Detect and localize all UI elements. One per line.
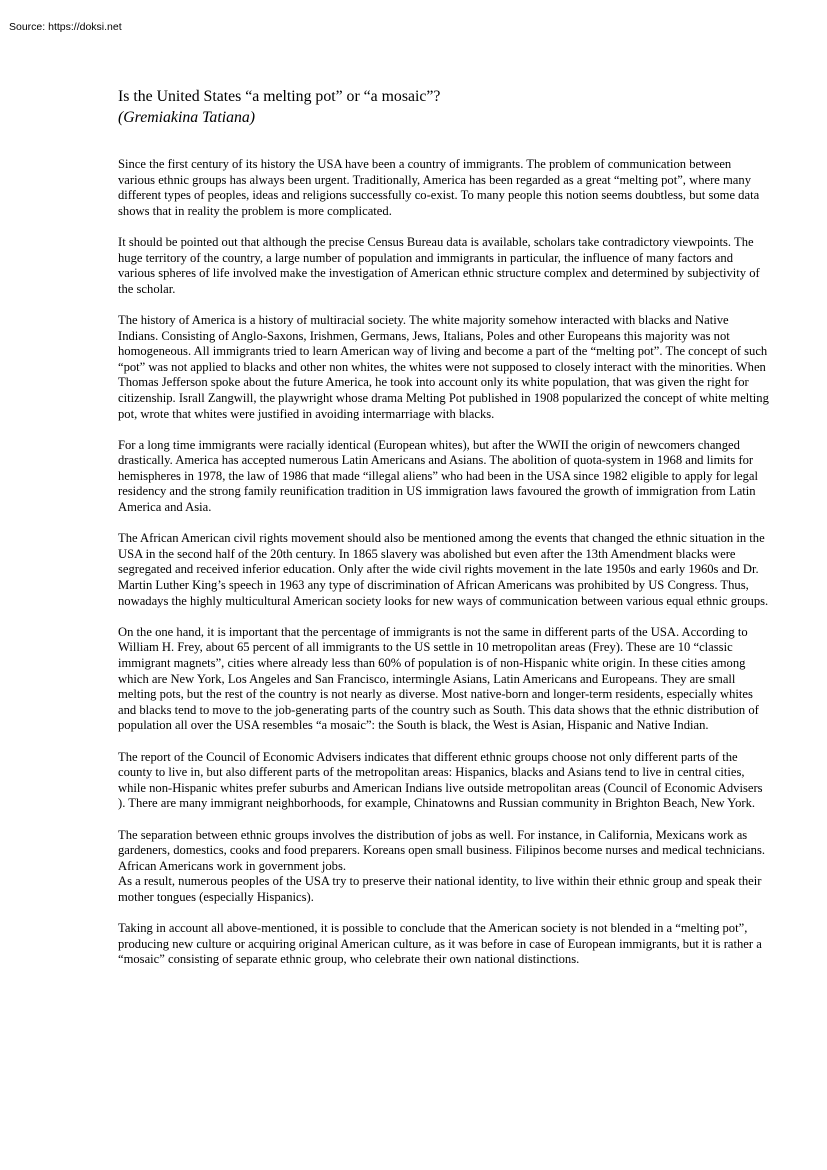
paragraph-4: For a long time immigrants were racially identical (European whites), but after the WWII the origin of newcomers changed drastically. America has accepted numerous Latin Americans and Asians. The abolition of quota-system in 1968 and limits for hemispheres in 1978, the law of 1986 that made “illegal aliens” who had been in the USA since 1982 eligible to apply for legal residency and the strong family reunification tradition in US immigration laws favoured the growth of immigration from Latin America and Asia. bbox=[118, 437, 759, 515]
document-title: Is the United States “a melting pot” or “a mosaic”? bbox=[118, 88, 441, 105]
paragraph-1: Since the first century of its history the USA have been a country of immigrants. The problem of communication between various ethnic groups has always been urgent. Traditionally, America has been regarded as a great “melting pot”, where many different types of peoples, ideas and religions successfully co-exist. To many people this notion seems doubtless, but some data shows that in reality the problem is more complicated. bbox=[118, 157, 760, 218]
paragraph-3: The history of America is a history of multiracial society. The white majority somehow interacted with blacks and Native Indians. Consisting of Anglo-Saxons, Irishmen, Germans, Jews, Italians, Poles and other Europeans this majority was not homogeneous. All immigrants tried to learn American way of living and become a part of the “melting pot”. The concept of such “pot” was not applied to blacks and other non whites, the whites were not supposed to closely interact with the minorities. When Thomas Jefferson spoke about the future America, he took into account only its white population, that was given the right for citizenship. Israll Zangwill, the playwright whose drama Melting Pot published in 1908 popularized the concept of white melting pot, wrote that whites were justified in avoiding intermarriage with blacks. bbox=[118, 312, 769, 421]
paragraph-2: It should be pointed out that although the precise Census Bureau data is available, scholars take contradictory viewpoints. The huge territory of the country, a large number of population and immigrants in particular, the influence of many factors and various spheres of life involved make the investigation of American ethnic structure complex and determined by subjectivity of the scholar. bbox=[118, 234, 760, 296]
document-page bbox=[118, 86, 770, 983]
document-author: (Gremiakina Tatiana) bbox=[118, 109, 256, 126]
paragraph-7: The report of the Council of Economic Advisers indicates that different ethnic groups choose not only different parts of the county to live in, but also different parts of the metropolitan areas: Hispanics, blacks and Asians tend to live in central cities, while non-Hispanic whites prefer suburbs and American Indians live outside metropolitan areas (Council of Economic Advisers ). There are many immigrant neighborhoods, for example, Chinatowns and Russian community in Brighton Beach, New York. bbox=[118, 749, 763, 811]
paragraph-8: The separation between ethnic groups involves the distribution of jobs as well. For instance, in California, Mexicans work as gardeners, domestics, cooks and food preparers. Koreans open small business. Filipinos become nurses and medical technicians. African Americans work in government jobs. bbox=[118, 827, 766, 873]
paragraph-5: The African American civil rights movement should also be mentioned among the events that changed the ethnic situation in the USA in the second half of the 20th century. In 1865 slavery was abolished but even after the 13th Amendment blacks were segregated and received inferior education. Only after the wide civil rights movement in the late 1950s and early 1960s and Dr. Martin Luther King’s speech in 1963 any type of discrimination of African Americans was prohibited by US Congress. Thus, nowadays the highly multicultural American society looks for new ways of communication between various equal ethnic groups. bbox=[118, 531, 769, 608]
paragraph-10: Taking in account all above-mentioned, it is possible to conclude that the American society is not blended in a “melting pot”, producing new culture or acquiring original American culture, as it was before in case of European immigrants, but it is rather a “mosaic” consisting of separate ethnic group, who celebrate their own national distinctions. bbox=[118, 921, 762, 967]
paragraph-6: On the one hand, it is important that the percentage of immigrants is not the same in different parts of the USA. According to William H. Frey, about 65 percent of all immigrants to the US settle in 10 metropolitan areas (Frey). These are 10 “classic immigrant magnets”, cities where already less than 60% of population is of non-Hispanic white origin. In these cities among which are New York, Los Angeles and San Francisco, intermingle Asians, Latin Americans and Europeans. They are small melting pots, but the rest of the country is not nearly as diverse. Most native-born and longer-term residents, especially whites and blacks tend to move to the job-generating parts of the country such as South. This data shows that the ethnic distribution of population all over the USA resembles “a mosaic”: the South is black, the West is Asian, Hispanic and Native Indian. bbox=[118, 624, 759, 733]
source-label: Source: https://doksi.net bbox=[9, 21, 122, 33]
paragraph-9: As a result, numerous peoples of the USA try to preserve their national identity, to live within their ethnic group and speak their mother tongues (especially Hispanics). bbox=[118, 874, 762, 904]
